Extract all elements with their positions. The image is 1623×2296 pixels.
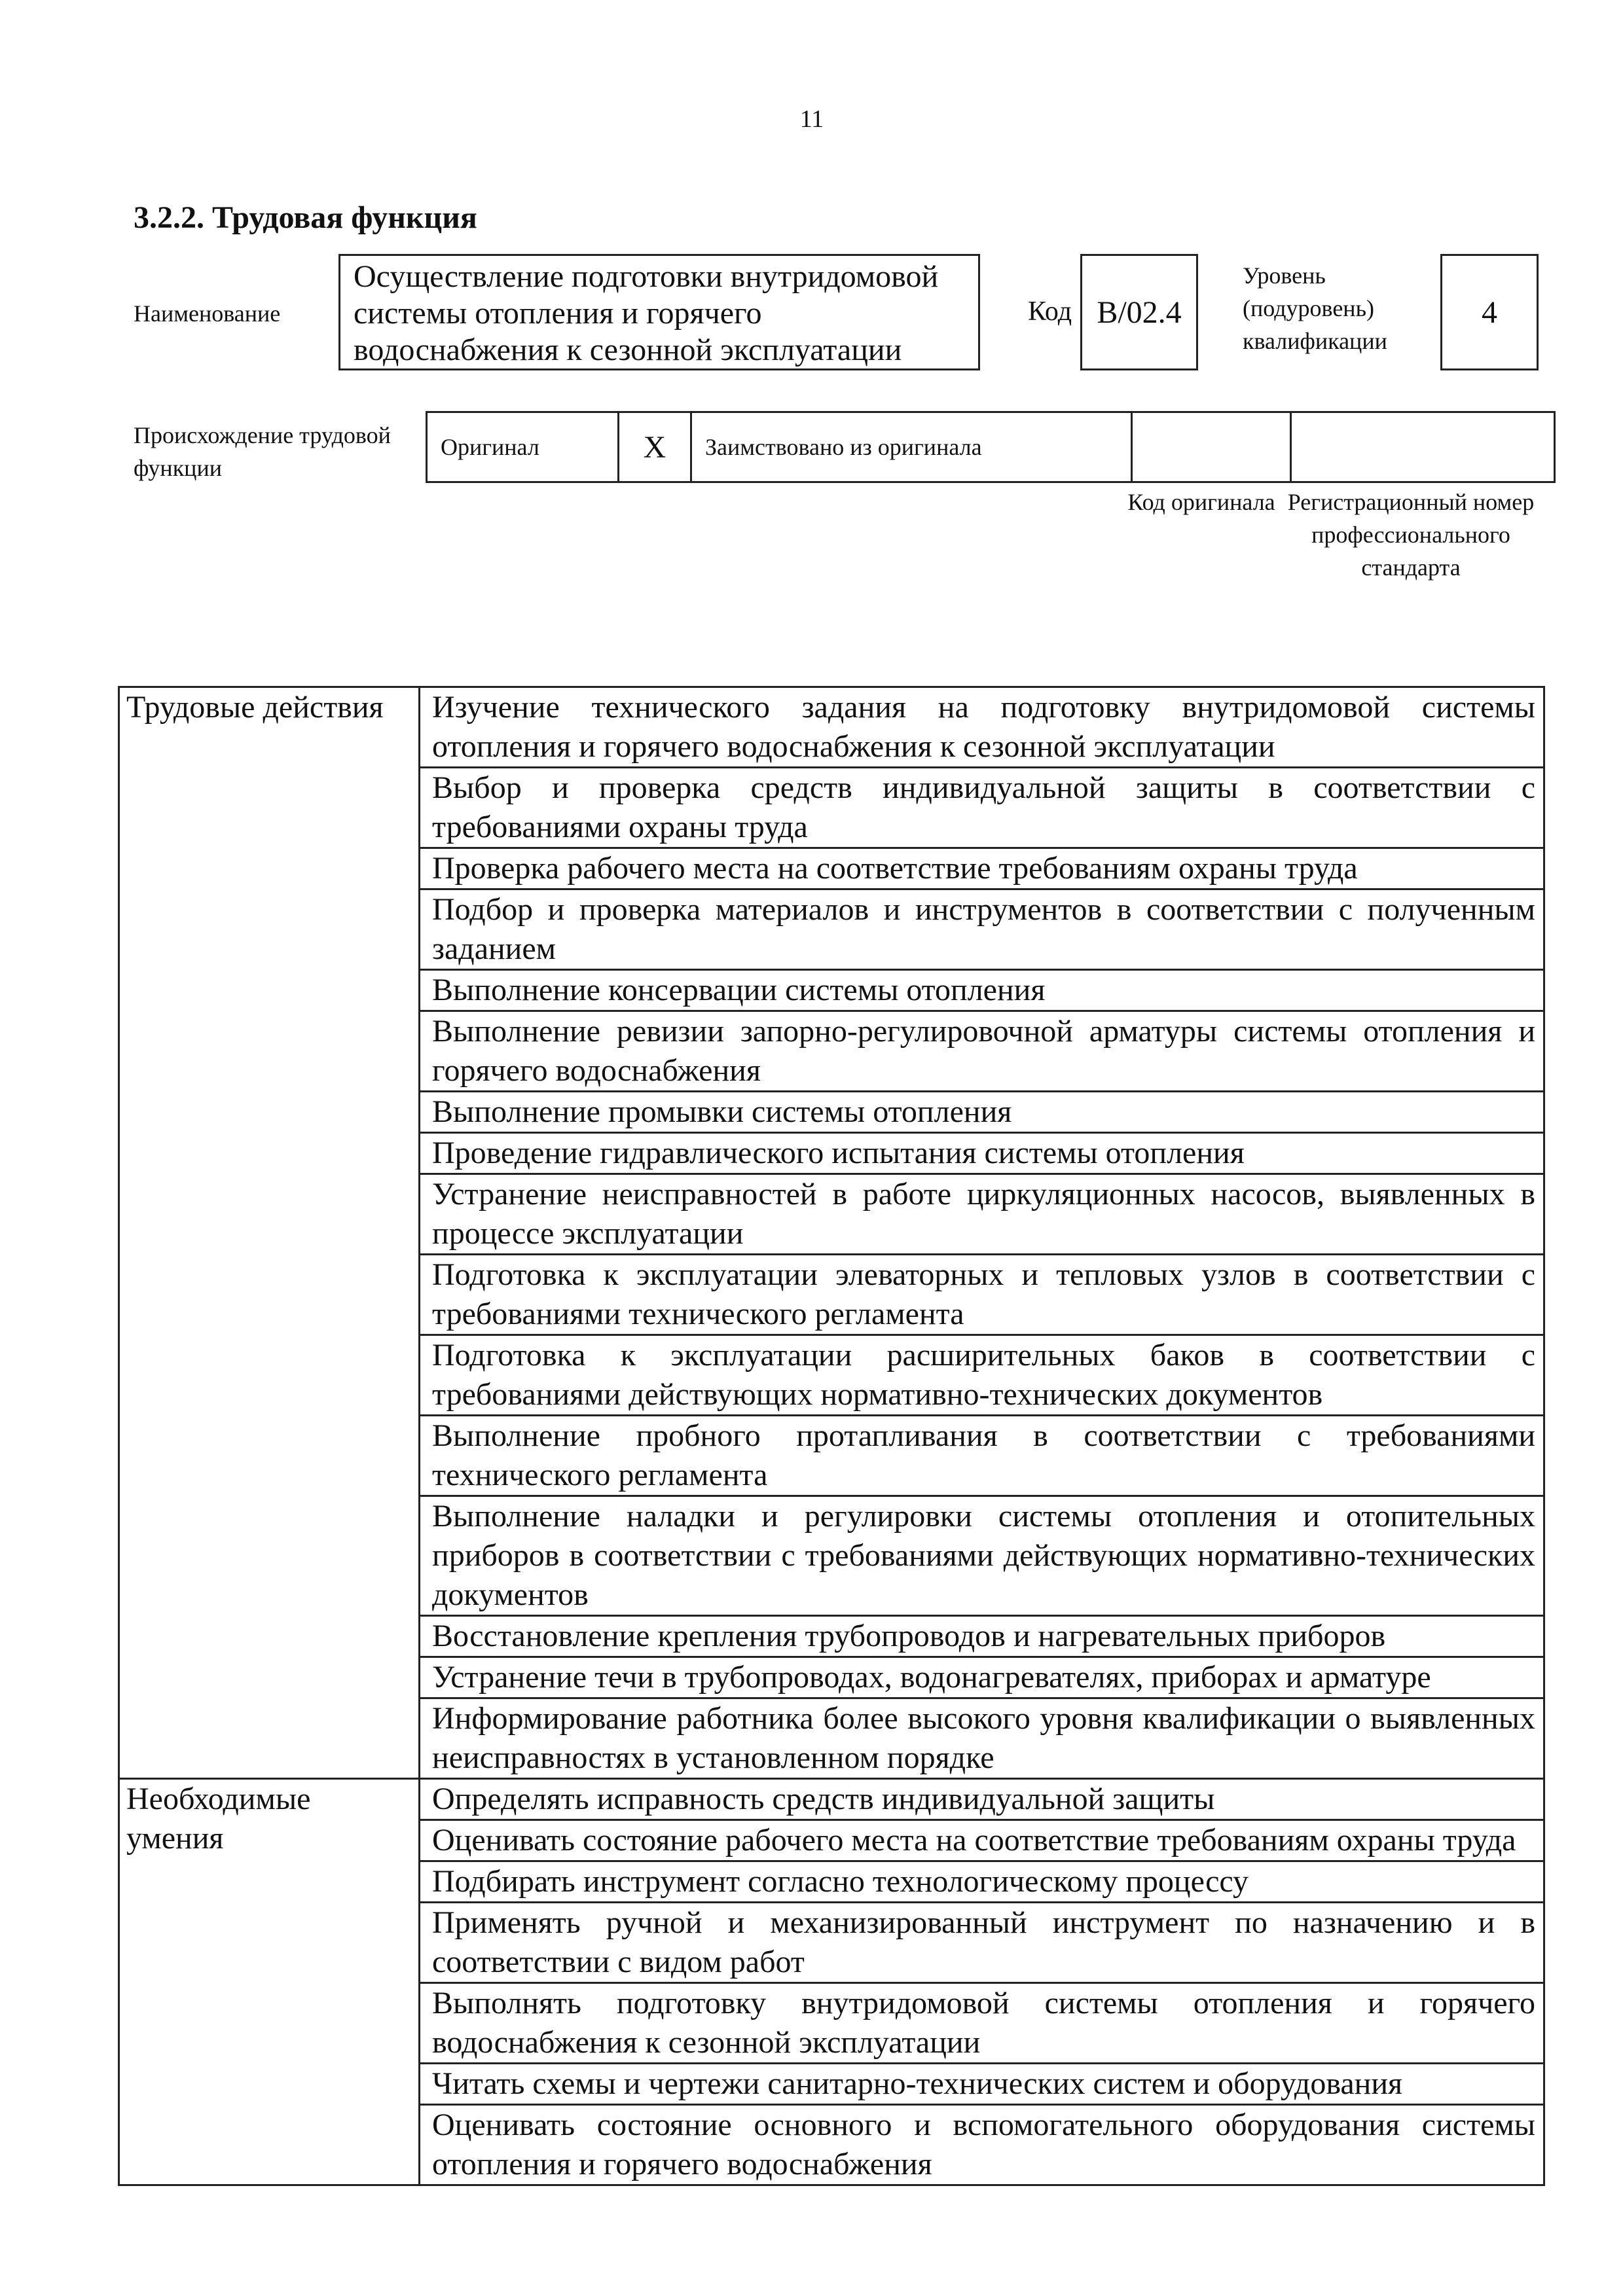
- function-name-box: Осуществление подготовки внутридомовой системы отопления и горячего водоснабжения к сезонной эксплуатации: [338, 254, 980, 370]
- labor-action-item: Подготовка к эксплуатации расширительных баков в соответствии с требованиями действующих нормативно-технических документов: [420, 1335, 1544, 1416]
- origin-original-cell: Оригинал: [427, 412, 619, 482]
- labor-action-row: [119, 687, 1544, 768]
- labor-action-item: Выполнение наладки и регулировки системы отопления и отопительных приборов в соответствии с требованиями действующих нормативно-технических документов: [420, 1496, 1544, 1616]
- labor-action-item: Устранение течи в трубопроводах, водонагревателях, приборах и арматуре: [420, 1657, 1544, 1698]
- labor-action-item: Выбор и проверка средств индивидуальной защиты в соответствии с требованиями охраны труда: [420, 768, 1544, 848]
- origin-borrowed-cell: Заимствовано из оригинала: [691, 412, 1132, 482]
- labor-action-item: Изучение технического задания на подготовку внутридомовой системы отопления и горячего водоснабжения к сезонной эксплуатации: [420, 687, 1544, 768]
- labor-action-heading: Трудовые действия: [119, 687, 420, 1779]
- skill-item: Выполнять подготовку внутридомовой системы отопления и горячего водоснабжения к сезонной эксплуатации: [420, 1983, 1544, 2064]
- code-label: Код: [1028, 296, 1072, 327]
- labor-action-item: Подготовка к эксплуатации элеваторных и тепловых узлов в соответствии с требованиями технического регламента: [420, 1255, 1544, 1335]
- qualification-level-label: Уровень (подуровень) квалификации: [1243, 262, 1387, 354]
- skill-item: Читать схемы и чертежи санитарно-технических систем и оборудования: [420, 2064, 1544, 2105]
- skill-item: Оценивать состояние рабочего места на соответствие требованиям охраны труда: [420, 1820, 1544, 1861]
- skill-item: Применять ручной и механизированный инструмент по назначению и в соответствии с видом работ: [420, 1903, 1544, 1983]
- origin-label: Происхождение трудовой функции: [134, 422, 391, 481]
- labor-action-item: Проведение гидравлического испытания системы отопления: [420, 1133, 1544, 1174]
- labor-action-item: Восстановление крепления трубопроводов и нагревательных приборов: [420, 1616, 1544, 1657]
- skill-item: Оценивать состояние основного и вспомогательного оборудования системы отопления и горячего водоснабжения: [420, 2105, 1544, 2185]
- labor-action-item: Выполнение промывки системы отопления: [420, 1092, 1544, 1133]
- labor-action-item: Подбор и проверка материалов и инструментов в соответствии с полученным заданием: [420, 889, 1544, 970]
- labor-action-item: Проверка рабочего места на соответствие требованиям охраны труда: [420, 848, 1544, 889]
- labor-action-item: Выполнение пробного протапливания в соответствии с требованиями технического регламента: [420, 1416, 1544, 1496]
- origin-code-cell: [1132, 412, 1291, 482]
- origin-original-mark: X: [619, 412, 691, 482]
- page-number: 11: [799, 105, 824, 133]
- labor-action-item: Выполнение ревизии запорно-регулировочной арматуры системы отопления и горячего водоснабжения: [420, 1011, 1544, 1092]
- section-title: 3.2.2. Трудовая функция: [134, 200, 477, 235]
- skill-heading: Необходимые умения: [119, 1779, 420, 2185]
- skill-row: [119, 1779, 1544, 1820]
- origin-reg-number-cell: [1291, 412, 1555, 482]
- qualification-level-box: 4: [1440, 254, 1539, 370]
- function-details-table: [118, 686, 1545, 2186]
- labor-action-item: Информирование работника более высокого уровня квалификации о выявленных неисправностях в установленном порядке: [420, 1698, 1544, 1779]
- origin-table: [426, 411, 1556, 483]
- skill-item: Подбирать инструмент согласно технологическому процессу: [420, 1861, 1544, 1903]
- name-label: Наименование: [134, 300, 281, 327]
- function-code-box: В/02.4: [1080, 254, 1198, 370]
- original-code-label: Код оригинала: [1127, 489, 1275, 515]
- labor-action-item: Выполнение консервации системы отопления: [420, 970, 1544, 1011]
- skill-item: Определять исправность средств индивидуальной защиты: [420, 1779, 1544, 1820]
- labor-action-item: Устранение неисправностей в работе циркуляционных насосов, выявленных в процессе эксплуатации: [420, 1174, 1544, 1255]
- reg-number-label: Регистрационный номер профессионального стандарта: [1287, 489, 1535, 581]
